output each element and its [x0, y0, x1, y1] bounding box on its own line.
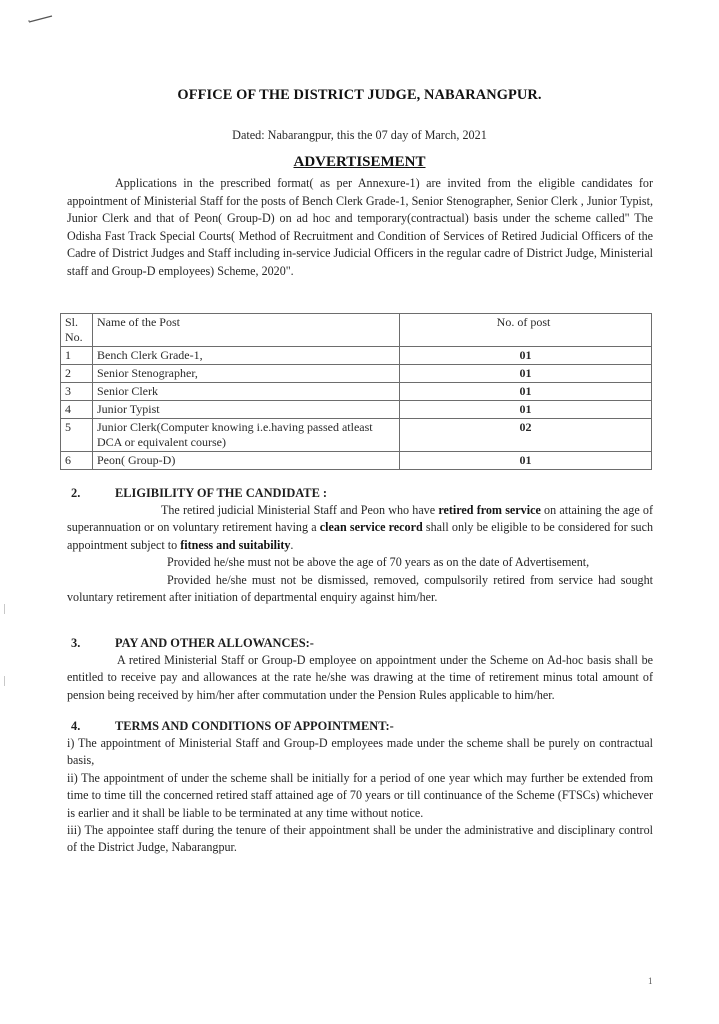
header-no: No. of post — [400, 314, 652, 347]
page-number: 1 — [648, 976, 653, 986]
cell-name: Senior Clerk — [93, 383, 400, 401]
emphasis-text: fitness and suitability — [180, 537, 291, 552]
table-header-row — [61, 314, 652, 347]
table-row — [61, 383, 652, 401]
text-run: . — [290, 537, 294, 552]
cell-no: 01 — [400, 347, 652, 365]
cell-name: Junior Clerk(Computer knowing i.e.having passed atleast DCA or equivalent course) — [93, 419, 400, 452]
table-row — [61, 452, 652, 470]
cell-no: 01 — [400, 452, 652, 470]
text-run: on attaining the age of superannuation or on voluntary retirement having a — [67, 503, 653, 535]
section-number: 4. — [71, 719, 81, 733]
age-proviso: Provided he/she must not be above the age of 70 years as on the date of Advertisement, — [167, 555, 590, 570]
cell-name: Bench Clerk Grade-1, — [93, 347, 400, 365]
cell-no: 02 — [400, 419, 652, 452]
table-row — [61, 347, 652, 365]
header-name: Name of the Post — [93, 314, 400, 347]
advertisement-title: ADVERTISEMENT — [293, 154, 426, 170]
cell-no: 01 — [400, 401, 652, 419]
list-item: ii) The appointment of under the scheme shall be initially for a period of one year which may further be extended from time to time till the concerned retired staff attained age of 70 years or till continuance of the Scheme (FTSCs) whichever is earlier and it shall be liable to be terminated at any time without notice. — [67, 770, 653, 820]
eligibility-paragraph — [67, 502, 653, 554]
section-title: TERMS AND CONDITIONS OF APPOINTMENT:- — [115, 719, 394, 733]
cell-sl: 2 — [61, 365, 93, 383]
cell-sl: 4 — [61, 401, 93, 419]
section-4-body — [67, 735, 653, 857]
cell-no: 01 — [400, 383, 652, 401]
cell-name: Peon( Group-D) — [93, 452, 400, 470]
section-title: ELIGIBILITY OF THE CANDIDATE : — [115, 486, 328, 500]
table-row — [61, 401, 652, 419]
section-number: 2. — [71, 486, 81, 500]
cell-sl: 5 — [61, 419, 93, 452]
emphasis-text: retired from service — [438, 503, 541, 517]
list-item: iii) The appointee staff during the tenure of their appointment shall be under the administrative and disciplinary control of the District Judge, Nabarangpur. — [67, 823, 653, 855]
cell-name: Junior Typist — [93, 401, 400, 419]
cell-sl: 6 — [61, 452, 93, 470]
text-run: shall only be eligible to be considered for such appointment subject to — [67, 520, 654, 552]
section-3-heading — [71, 636, 314, 651]
section-title: PAY AND OTHER ALLOWANCES:- — [115, 636, 314, 650]
section-4-heading — [71, 719, 394, 734]
text-run: The retired judicial Ministerial Staff and Peon who have — [161, 503, 439, 517]
section-3-body — [67, 652, 653, 704]
pay-paragraph: A retired Ministerial Staff or Group-D employee on appointment under the Scheme on Ad-hoc basis shall be entitled to receive pay and allowances at the rate he/she was drawing at the time of retirement minus total amount of pension being received by him/her after commutation under the Pension Rules applicable to him/her. — [67, 653, 653, 702]
cell-sl: 3 — [61, 383, 93, 401]
section-2-body — [67, 502, 653, 606]
scan-speck — [4, 604, 11, 614]
section-2-heading — [71, 486, 327, 501]
header-sl: Sl. No. — [61, 314, 93, 347]
scan-speck — [4, 676, 11, 686]
emphasis-text: clean service record — [319, 520, 423, 535]
pen-mark — [28, 14, 54, 24]
posts-table — [60, 313, 652, 470]
office-title: OFFICE OF THE DISTRICT JUDGE, NABARANGPUR. — [177, 87, 542, 103]
intro-paragraph: Applications in the prescribed format( as per Annexure-1) are invited from the eligible candidates for appointment of Ministerial Staff for the posts of Bench Clerk Grade-1, Senior Stenographer, Senior Clerk , Junior Typist, Junior Clerk and that of Peon( Group-D) on ad hoc and temporary(contractual) basis under the scheme called" The Odisha Fast Track Special Courts( Method of Recruitment and Condition of Services of Retired Judicial Officers of the Cadre of District Judges and Staff including in-service Judicial Officers in the regular cadre of District Judge, Ministerial staff and Group-D employees) Scheme, 2020". — [67, 176, 653, 278]
table-row — [61, 419, 652, 452]
list-item: i) The appointment of Ministerial Staff and Group-D employees made under the scheme shall be purely on contractual basis, — [67, 736, 653, 768]
dismissal-proviso: Provided he/she must not be dismissed, removed, compulsorily retired from service had sought voluntary retirement after initiation of departmental enquiry against him/her. — [67, 572, 653, 605]
cell-name: Senior Stenographer, — [93, 365, 400, 383]
cell-no: 01 — [400, 365, 652, 383]
dated-line: Dated: Nabarangpur, this the 07 day of March, 2021 — [232, 128, 487, 142]
section-number: 3. — [71, 636, 81, 650]
table-row — [61, 365, 652, 383]
cell-sl: 1 — [61, 347, 93, 365]
